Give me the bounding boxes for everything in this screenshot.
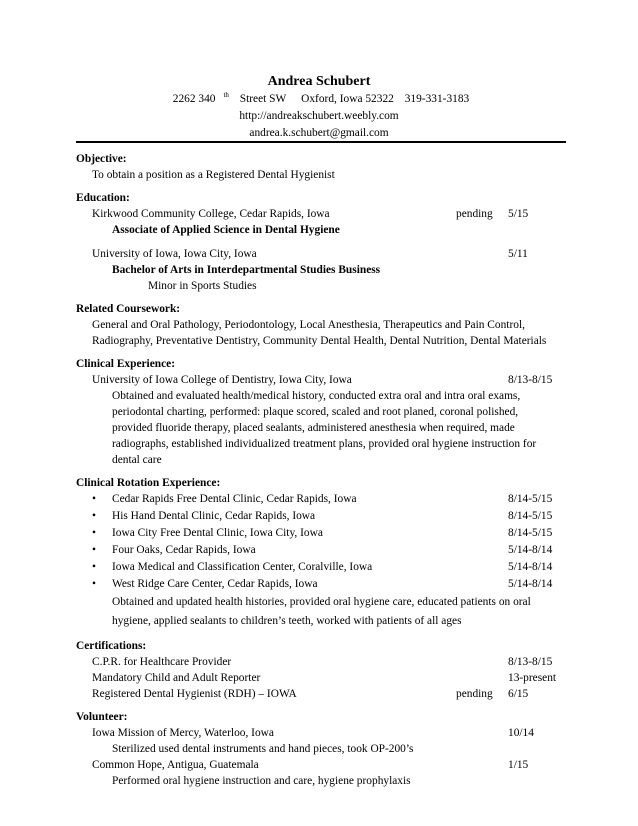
bullet-icon: • <box>92 510 96 522</box>
rotation-date: 5/14-8/14 <box>508 561 553 573</box>
list-item <box>76 508 566 525</box>
rotation-place: Four Oaks, Cedar Rapids, Iowa <box>112 544 256 556</box>
rotation-section <box>76 475 566 631</box>
street-number: 2262 340 <box>172 93 216 105</box>
list-item <box>76 542 566 559</box>
education-title: Education: <box>76 192 130 204</box>
certification-entry <box>76 686 566 702</box>
coursework-line: General and Oral Pathology, Periodontology, Local Anesthesia, Therapeutics and Pain Control, <box>92 319 525 331</box>
volunteer-desc: Performed oral hygiene instruction and care, hygiene prophylaxis <box>112 775 411 787</box>
rotation-date: 8/14-5/15 <box>508 493 553 505</box>
objective-text: To obtain a position as a Registered Dental Hygienist <box>92 169 335 181</box>
clinical-line: dental care <box>112 454 162 466</box>
volunteer-date: 10/14 <box>508 727 534 739</box>
address-line <box>0 91 638 108</box>
coursework-line: Radiography, Preventative Dentistry, Community Dental Health, Dental Nutrition, Dental Materials <box>92 335 547 347</box>
resume-body <box>76 151 566 789</box>
certifications-title: Certifications: <box>76 640 147 652</box>
graduation-date: 5/15 <box>508 208 529 220</box>
rotation-place: West Ridge Care Center, Cedar Rapids, Iowa <box>112 578 318 590</box>
bullet-icon: • <box>92 578 96 590</box>
certification-date: 13-present <box>508 672 557 684</box>
bullet-icon: • <box>92 493 96 505</box>
certification-status: pending <box>456 688 493 700</box>
clinical-date: 8/13-8/15 <box>508 374 553 386</box>
bullet-icon: • <box>92 544 96 556</box>
street-name: Street SW <box>236 93 287 105</box>
certification-name: Registered Dental Hygienist (RDH) – IOWA <box>92 688 297 700</box>
coursework-title: Related Coursework: <box>76 303 181 315</box>
city-state-zip: Oxford, Iowa 52322 <box>301 93 394 105</box>
rotation-line: hygiene, applied sealants to children’s teeth, worked with patients of all ages <box>112 615 462 627</box>
volunteer-section <box>76 709 566 789</box>
rotation-place: Cedar Rapids Free Dental Clinic, Cedar Rapids, Iowa <box>112 493 357 505</box>
header-divider <box>76 141 566 143</box>
coursework-section <box>76 301 566 349</box>
school-name: University of Iowa, Iowa City, Iowa <box>92 248 257 260</box>
rotation-place: Iowa City Free Dental Clinic, Iowa City, Iowa <box>112 527 323 539</box>
rotation-line: Obtained and updated health histories, provided oral hygiene care, educated patients on oral <box>112 596 531 608</box>
rotation-date: 8/14-5/15 <box>508 510 553 522</box>
street-suffix: th <box>223 91 229 100</box>
rotation-list <box>76 491 566 593</box>
clinical-title: Clinical Experience: <box>76 358 176 370</box>
certification-date: 6/15 <box>508 688 529 700</box>
volunteer-org: Common Hope, Antigua, Guatemala <box>92 759 259 771</box>
volunteer-entry <box>76 725 566 741</box>
phone-number: 319-331-3183 <box>404 93 470 105</box>
education-entry <box>76 206 566 222</box>
graduation-date: 5/11 <box>508 248 528 260</box>
street-address <box>169 93 291 105</box>
clinical-line: Obtained and evaluated health/medical history, conducted extra oral and intra oral exams, <box>112 390 521 402</box>
bullet-icon: • <box>92 561 96 573</box>
certification-entry <box>76 670 566 686</box>
clinical-line: radiographs, established individualized treatment plans, provided oral hygiene instruction for <box>112 438 537 450</box>
volunteer-entry <box>76 757 566 773</box>
candidate-name: Andrea Schubert <box>267 74 371 89</box>
clinical-place: University of Iowa College of Dentistry, Iowa City, Iowa <box>92 374 352 386</box>
clinical-entry <box>76 372 566 388</box>
list-item <box>76 559 566 576</box>
rotation-place: His Hand Dental Clinic, Cedar Rapids, Iowa <box>112 510 316 522</box>
volunteer-title: Volunteer: <box>76 711 128 723</box>
list-item <box>76 491 566 508</box>
clinical-section <box>76 356 566 468</box>
objective-section <box>76 151 566 183</box>
volunteer-org: Iowa Mission of Mercy, Waterloo, Iowa <box>92 727 274 739</box>
certification-entry <box>76 654 566 670</box>
degree-title: Bachelor of Arts in Interdepartmental Studies Business <box>112 264 381 276</box>
rotation-date: 8/14-5/15 <box>508 527 553 539</box>
rotation-title: Clinical Rotation Experience: <box>76 477 221 489</box>
clinical-line: periodontal charting, performed: plaque scored, scaled and root planed, coronal polished, <box>112 406 519 418</box>
certification-name: Mandatory Child and Adult Reporter <box>92 672 261 684</box>
minor-title: Minor in Sports Studies <box>148 280 257 292</box>
volunteer-desc: Sterilized used dental instruments and hand pieces, took OP-200’s <box>112 743 414 755</box>
certifications-section <box>76 638 566 702</box>
education-section <box>76 190 566 294</box>
rotation-date: 5/14-8/14 <box>508 578 553 590</box>
volunteer-date: 1/15 <box>508 759 529 771</box>
bullet-icon: • <box>92 527 96 539</box>
resume-header <box>0 73 638 142</box>
degree-status: pending <box>456 208 493 220</box>
email-address: andrea.k.schubert@gmail.com <box>249 127 389 139</box>
degree-title: Associate of Applied Science in Dental Hygiene <box>112 224 340 236</box>
list-item <box>76 525 566 542</box>
rotation-place: Iowa Medical and Classification Center, Coralville, Iowa <box>112 561 373 573</box>
objective-title: Objective: <box>76 153 127 165</box>
certification-date: 8/13-8/15 <box>508 656 553 668</box>
rotation-date: 5/14-8/14 <box>508 544 553 556</box>
clinical-line: provided fluoride therapy, placed sealants, administered anesthesia when required, made <box>112 422 515 434</box>
school-name: Kirkwood Community College, Cedar Rapids, Iowa <box>92 208 330 220</box>
website-url: http://andreakschubert.weebly.com <box>239 110 399 122</box>
education-entry <box>76 246 566 262</box>
list-item <box>76 576 566 593</box>
certification-name: C.P.R. for Healthcare Provider <box>92 656 232 668</box>
